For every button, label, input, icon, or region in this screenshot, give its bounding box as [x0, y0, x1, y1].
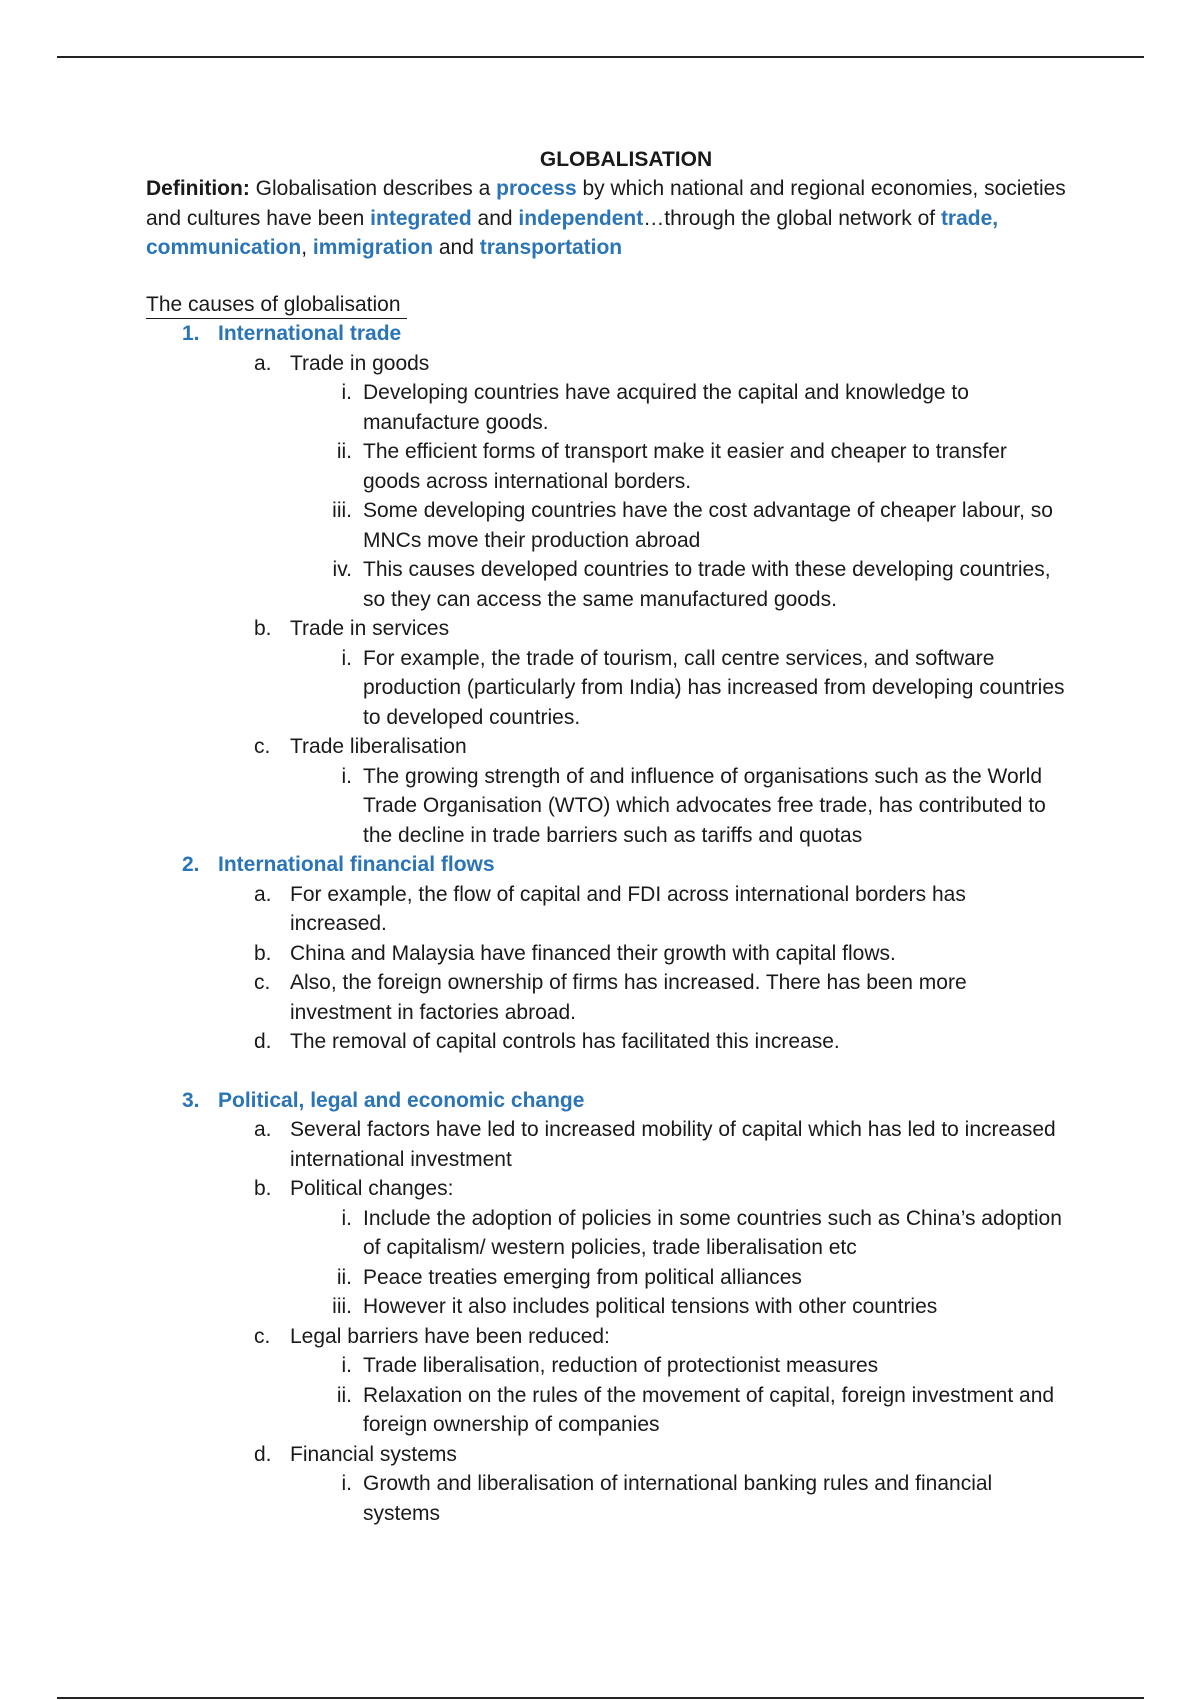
list-item	[146, 555, 1066, 614]
list-text: Financial systems	[290, 1442, 457, 1466]
list-marker: 2.	[182, 853, 200, 876]
list-text: Political changes:	[290, 1177, 454, 1200]
list-text: Some developing countries have the cost advantage of cheaper labour, so MNCs move their production abroad	[363, 499, 1053, 552]
section-heading: The causes of globalisation	[146, 292, 407, 319]
list-marker: a.	[254, 1118, 272, 1141]
list-item	[146, 1381, 1066, 1440]
definition-text: and	[433, 236, 480, 259]
list-item	[146, 1292, 1066, 1322]
keyword: immigration	[312, 236, 434, 259]
list-item	[146, 732, 1066, 762]
definition-text: and	[471, 206, 519, 230]
keyword: integrated	[370, 206, 472, 230]
list-text: Peace treaties emerging from political alliances	[363, 1265, 802, 1289]
list-marker: d.	[254, 1442, 272, 1466]
list-item	[146, 1115, 1066, 1174]
list-marker: d.	[254, 1030, 272, 1053]
list-marker: i.	[341, 1472, 352, 1495]
list-marker: iii.	[332, 1295, 352, 1318]
list-marker: c.	[254, 1324, 271, 1348]
list-marker: b.	[254, 617, 272, 640]
list-marker: i.	[341, 646, 352, 670]
list-item	[146, 1174, 1066, 1204]
subheading: International financial flows	[218, 853, 495, 876]
list-text: This causes developed countries to trade with these developing countries, so they can access the same manufactured goods.	[363, 558, 1051, 611]
list-item	[146, 850, 1066, 880]
list-item	[146, 1204, 1066, 1263]
footer-rule	[57, 1697, 1144, 1699]
list-text: China and Malaysia have financed their growth with capital flows.	[290, 941, 896, 965]
list-item	[146, 1263, 1066, 1293]
list-marker: iv.	[332, 558, 352, 581]
list-marker: i.	[341, 1354, 352, 1377]
list-text: The growing strength of and influence of organisations such as the World Trade Organisation (WTO) which advocates free trade, has contributed to the decline in trade barriers such as tariffs and quotas	[363, 764, 1046, 847]
definition-text: …through the global network of	[643, 206, 941, 230]
header-rule	[57, 56, 1144, 58]
spacer	[146, 1057, 1066, 1086]
list-text: Several factors have led to increased mobility of capital which has led to increased international investment	[290, 1118, 1056, 1171]
list-item	[146, 319, 1066, 349]
list-marker: iii.	[332, 499, 352, 522]
definition-paragraph	[146, 174, 1066, 263]
list-marker: 1.	[182, 322, 200, 345]
list-item	[146, 1027, 1066, 1057]
list-text: Trade in services	[290, 617, 450, 640]
list-text: Also, the foreign ownership of firms has increased. There has been more investment in factories abroad.	[290, 971, 967, 1024]
keyword: process	[496, 177, 577, 200]
definition-text: by which national and regional economies, societies and cultures have been	[146, 177, 1066, 230]
list-item	[146, 644, 1066, 733]
list-item	[146, 939, 1066, 969]
list-text: For example, the trade of tourism, call centre services, and software production (particularly from India) has increased from developing countries to developed countries.	[363, 646, 1065, 729]
list-marker: i.	[341, 764, 352, 788]
list-text: Trade in goods	[290, 351, 430, 375]
list-item	[146, 1322, 1066, 1352]
list-text: Legal barriers have been reduced:	[290, 1324, 610, 1348]
definition-text: Globalisation describes a	[249, 177, 497, 200]
list-item	[146, 1351, 1066, 1381]
document-body	[146, 145, 1066, 1528]
list-marker: i.	[341, 1206, 352, 1230]
list-text: For example, the flow of capital and FDI across international borders has increased.	[290, 882, 966, 935]
list-marker: i.	[341, 381, 352, 404]
list-marker: b.	[254, 941, 272, 965]
list-text: Trade liberalisation	[290, 735, 467, 758]
list-item	[146, 1086, 1066, 1116]
subheading: International trade	[218, 322, 402, 345]
definition-text: ,	[301, 236, 313, 259]
list-text: Growth and liberalisation of international banking rules and financial systems	[363, 1472, 993, 1525]
list-item	[146, 968, 1066, 1027]
list-marker: c.	[254, 971, 271, 994]
list-text: However it also includes political tensions with other countries	[363, 1295, 938, 1318]
list-marker: ii.	[336, 440, 352, 463]
list-text: The removal of capital controls has facilitated this increase.	[290, 1030, 840, 1053]
list-item	[146, 378, 1066, 437]
list-marker: b.	[254, 1177, 272, 1200]
subheading: Political, legal and economic change	[218, 1088, 585, 1112]
list-text: Developing countries have acquired the capital and knowledge to manufacture goods.	[363, 381, 969, 434]
list-item	[146, 349, 1066, 379]
causes-list	[146, 319, 1066, 1528]
list-marker: a.	[254, 351, 272, 375]
keyword: transportation	[479, 236, 623, 259]
list-marker: ii.	[336, 1265, 352, 1289]
list-item	[146, 1440, 1066, 1470]
list-text: Trade liberalisation, reduction of protectionist measures	[363, 1354, 879, 1377]
list-text: Include the adoption of policies in some countries such as China’s adoption of capitalism/ western policies, trade liberalisation etc	[363, 1206, 1062, 1259]
list-item	[146, 437, 1066, 496]
list-marker: 3.	[182, 1088, 200, 1112]
list-text: Relaxation on the rules of the movement of capital, foreign investment and foreign ownership of companies	[363, 1383, 1055, 1436]
definition-label: Definition:	[146, 177, 250, 200]
list-item	[146, 880, 1066, 939]
page-title: GLOBALISATION	[539, 148, 713, 171]
list-text: The efficient forms of transport make it easier and cheaper to transfer goods across international borders.	[363, 440, 1007, 493]
list-item	[146, 1469, 1066, 1528]
list-marker: c.	[254, 735, 271, 758]
list-item	[146, 762, 1066, 851]
list-marker: ii.	[336, 1383, 352, 1407]
keyword: trade, communication	[146, 206, 999, 259]
list-item	[146, 496, 1066, 555]
list-marker: a.	[254, 882, 272, 906]
list-item	[146, 614, 1066, 644]
keyword: independent	[518, 206, 644, 230]
